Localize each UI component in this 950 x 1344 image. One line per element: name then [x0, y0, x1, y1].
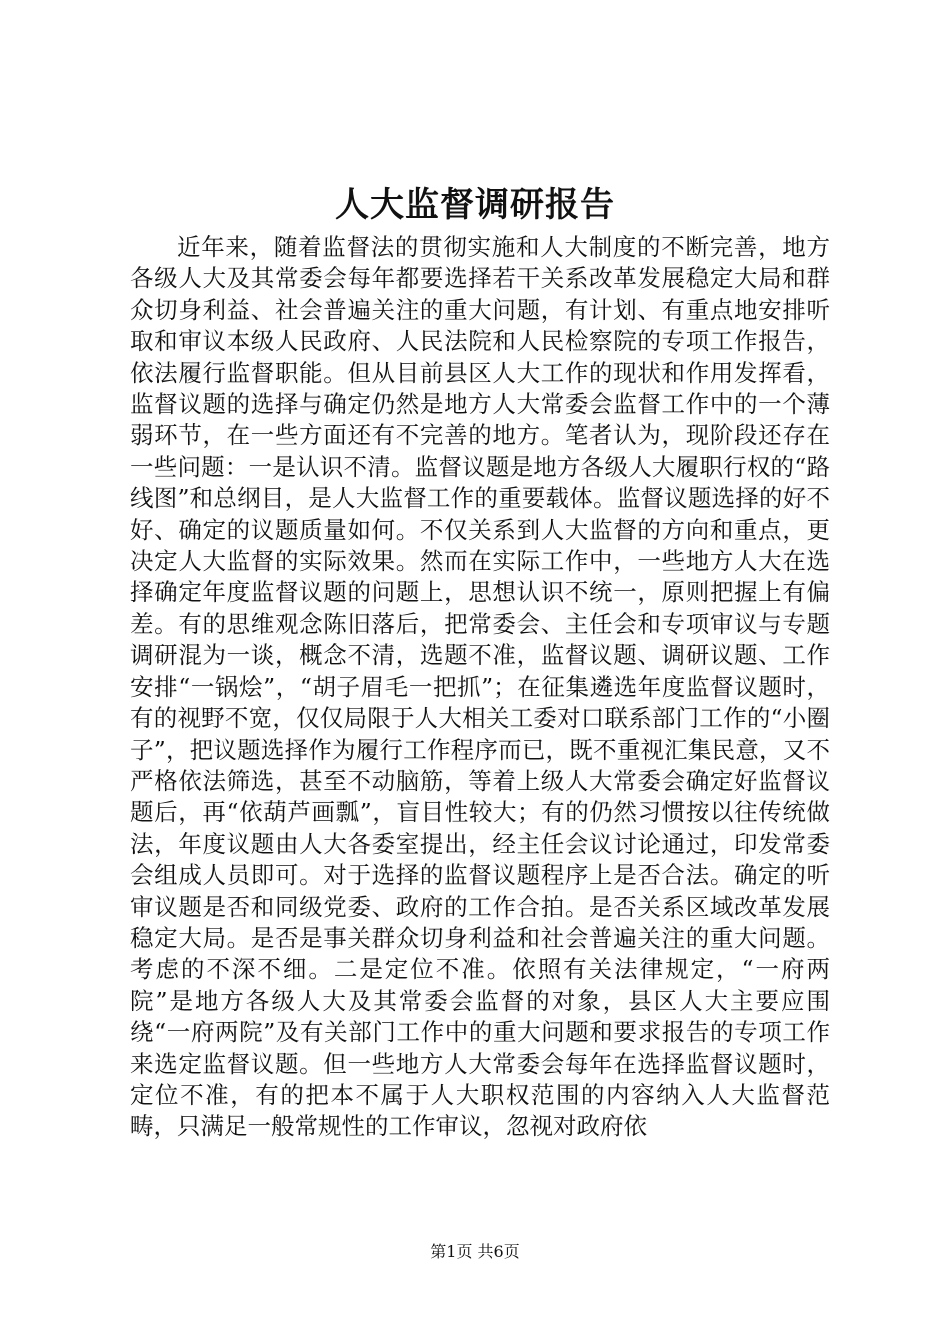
body-paragraph: 近年来，随着监督法的贯彻实施和人大制度的不断完善，地方各级人大及其常委会每年都要选择若干关系改革发展稳定大局和群众切身利益、社会普遍关注的重大问题，有计划、有重点地安排听取和审议本级人民政府、人民法院和人民检察院的专项工作报告，依法履行监督职能。但从目前县区人大工作的现状和作用发挥看，监督议题的选择与确定仍然是地方人大常委会监督工作中的一个薄弱环节，在一些方面还有不完善的地方。笔者认为，现阶段还存在一些问题：一是认识不清。监督议题是地方各级人大履职行权的“路线图”和总纲目，是人大监督工作的重要载体。监督议题选择的好不好、确定的议题质量如何。不仅关系到人大监督的方向和重点，更决定人大监督的实际效果。然而在实际工作中，一些地方人大在选择确定年度监督议题的问题上，思想认识不统一，原则把握上有偏差。有的思维观念陈旧落后，把常委会、主任会和专项审议与专题调研混为一谈，概念不清，选题不准，监督议题、调研议题、工作安排“一锅烩”，“胡子眉毛一把抓”；在征集遴选年度监督议题时，有的视野不宽，仅仅局限于人大相关工委对口联系部门工作的“小圈子”，把议题选择作为履行工作程序而已，既不重视汇集民意，又不严格依法筛选，甚至不动脑筋，等着上级人大常委会确定好监督议题后，再“依葫芦画瓢”，盲目性较大；有的仍然习惯按以往传统做法，年度议题由人大各委室提出，经主任会议讨论通过，印发常委会组成人员即可。对于选择的监督议题程序上是否合法。确定的听审议题是否和同级党委、政府的工作合拍。是否关系区域改革发展稳定大局。是否是事关群众切身利益和社会普遍关注的重大问题。考虑的不深不细。二是定位不准。依照有关法律规定，“一府两院”是地方各级人大及其常委会监督的对象，县区人大主要应围绕“一府两院”及有关部门工作中的重大问题和要求报告的专项工作来选定监督议题。但一些地方人大常委会每年在选择监督议题时，定位不准，有的把本不属于人大职权范围的内容纳入人大监督范畴，只满足一般常规性的工作审议，忽视对政府依	[130, 233, 830, 1141]
document-title: 人大监督调研报告	[335, 185, 615, 225]
page-footer: 第1页 共6页	[430, 1242, 520, 1261]
